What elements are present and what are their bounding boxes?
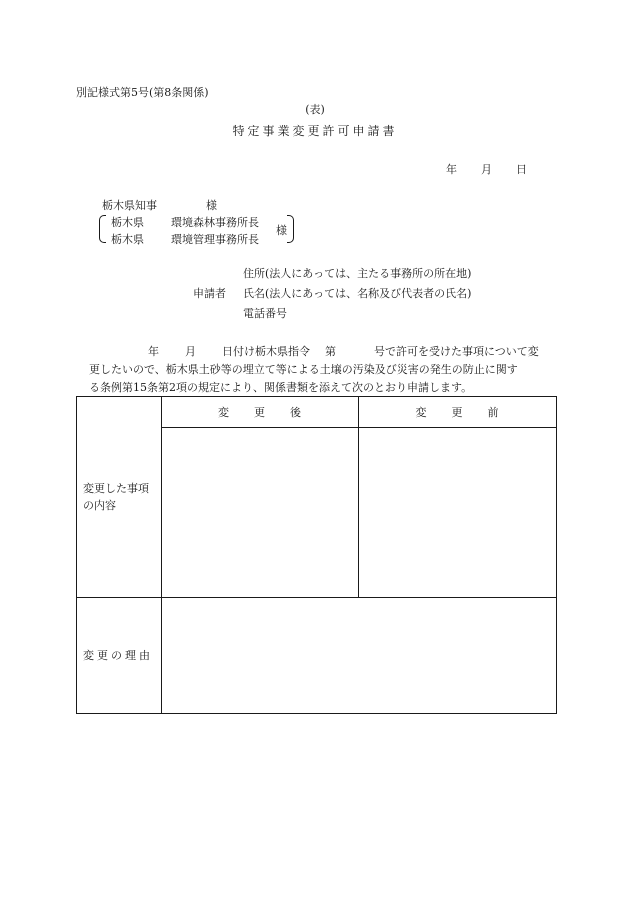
reason-label: 変更の理由 [77,598,162,714]
page-title: 特定事業変更許可申請書 [232,124,398,138]
col-header-after: 変 更 後 [162,397,359,428]
body-month: 月 [185,345,196,358]
body-dated-by: 日付け栃木県指令 [222,345,310,358]
form-number: 別記様式第5号(第8条関係) [76,86,209,99]
office-2-prefecture: 栃木県 [111,233,144,246]
applicant-label: 申請者 [193,287,226,300]
left-bracket [99,215,106,243]
changed-items-label-cell [77,397,162,598]
body-dai: 第 [325,345,336,358]
phone-label: 電話番号 [243,307,287,320]
addressee-honorific: 様 [206,199,217,212]
changed-items-label-line1: 変更した事項 [83,482,149,495]
name-label: 氏名(法人にあっては、名称及び代表者の氏名) [243,287,472,300]
change-table [76,396,557,714]
changed-items-label-line2: の内容 [83,499,116,512]
right-bracket [287,215,294,243]
office-2-name: 環境管理事務所長 [171,233,259,246]
after-content-field[interactable] [162,428,359,598]
date-year: 年 [446,163,457,176]
col-header-before: 変 更 前 [359,397,557,428]
addressee-governor: 栃木県知事 [102,199,157,212]
before-content-field[interactable] [359,428,557,598]
date-month: 月 [481,163,492,176]
reason-field[interactable] [162,598,557,714]
address-label: 住所(法人にあっては、主たる事務所の所在地) [243,267,472,280]
body-line-3: る条例第15条第2項の規定により、関係書類を添えて次のとおり申請します。 [89,381,473,394]
office-1-name: 環境森林事務所長 [171,216,259,229]
form-side-label: (表) [305,103,325,116]
date-day: 日 [516,163,527,176]
office-honorific: 様 [276,224,287,237]
body-year: 年 [148,345,159,358]
office-1-prefecture: 栃木県 [111,216,144,229]
body-number-tail: 号で許可を受けた事項について変 [374,345,539,358]
body-line-2: 更したいので、栃木県土砂等の埋立て等による土壌の汚染及び災害の発生の防止に関す [89,363,518,376]
